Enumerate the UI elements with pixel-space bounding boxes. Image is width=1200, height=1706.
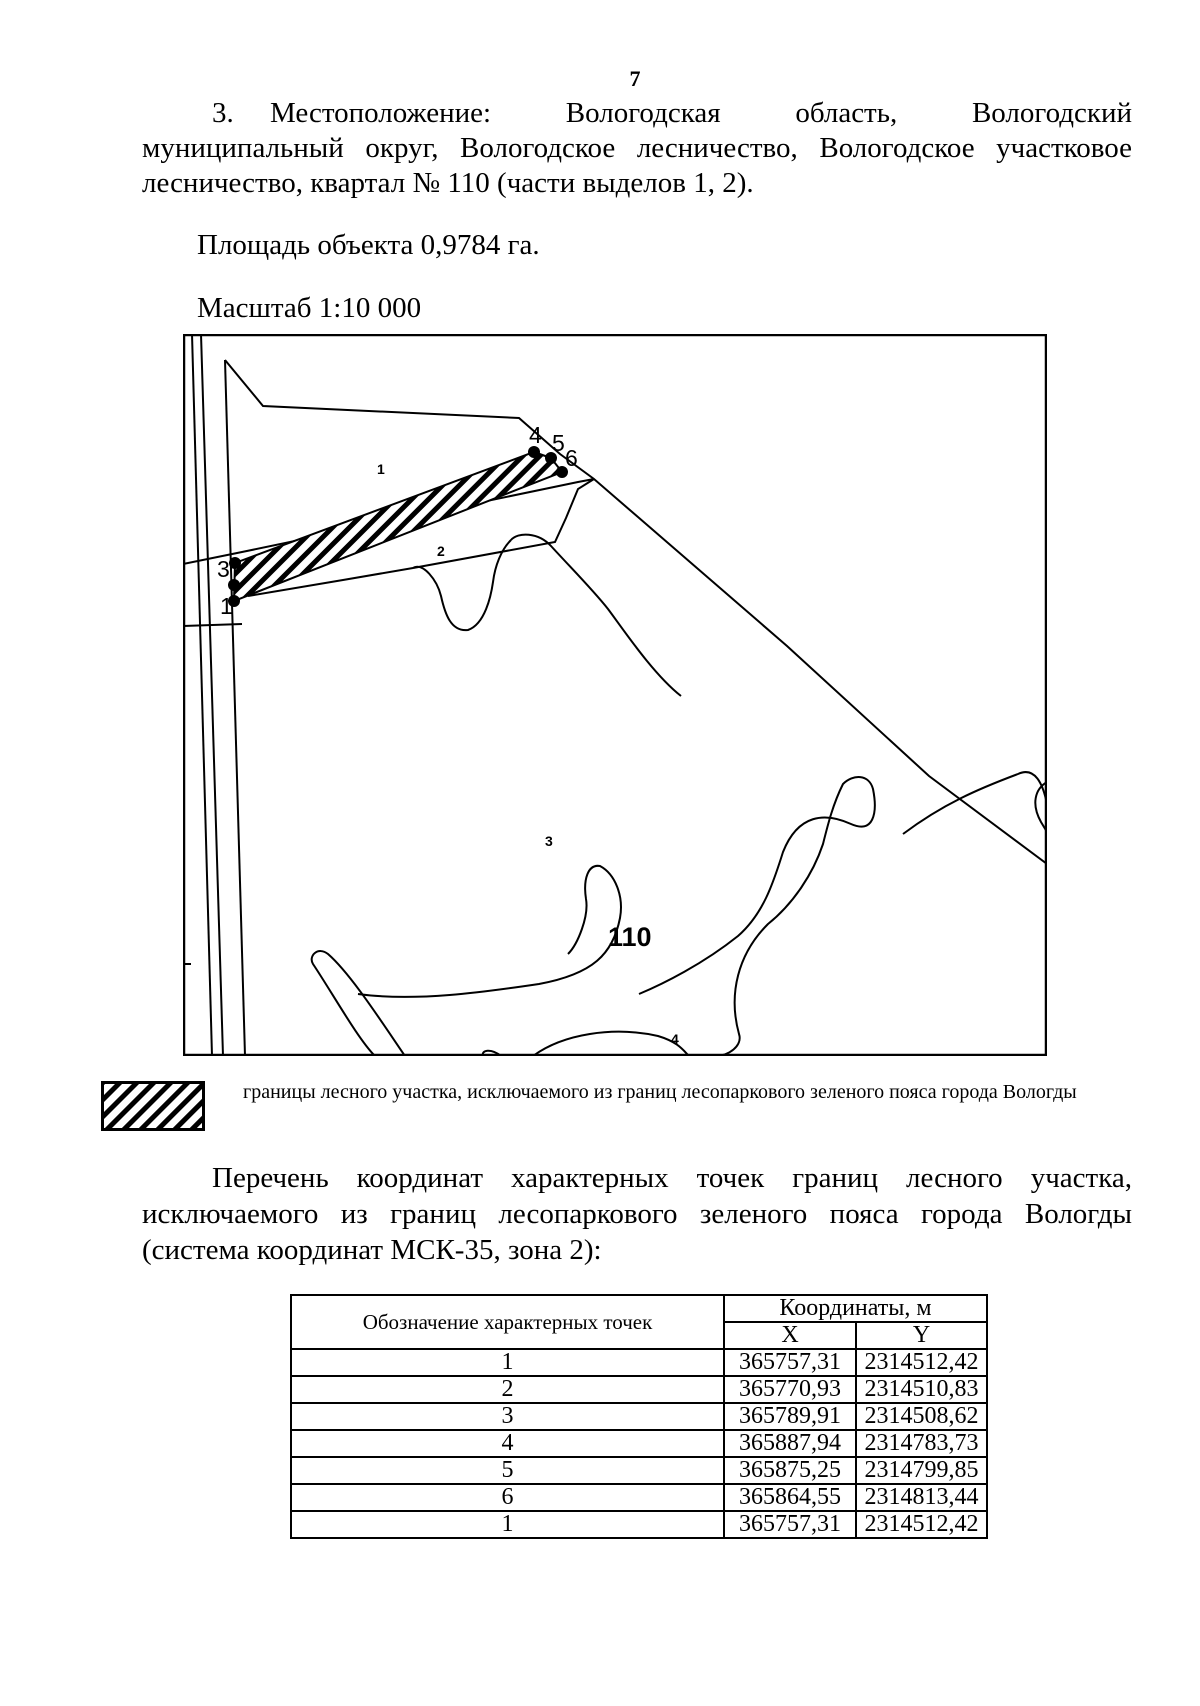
heading-word-1: Перечень	[212, 1162, 329, 1194]
heading-word-4: точек	[696, 1162, 765, 1194]
header-point-designation: Обозначение характерных точек	[291, 1295, 724, 1349]
legend-swatch	[101, 1081, 205, 1131]
point-3	[229, 557, 241, 569]
cell-y: 2314813,44	[856, 1484, 987, 1511]
heading-text: исключаемого из границ лесопаркового зеленого пояса города Вологды (система координат МСК-35, зона 2):	[142, 1198, 1132, 1266]
forest-map	[183, 334, 1047, 1056]
point-label-3: 3	[217, 556, 230, 582]
cell-point: 4	[291, 1430, 724, 1457]
allotment-label-2: 2	[437, 543, 445, 559]
cell-x: 365875,25	[724, 1457, 856, 1484]
coordinates-table	[290, 1294, 988, 1539]
heading-word-6: лесного	[906, 1162, 1003, 1194]
cell-point: 5	[291, 1457, 724, 1484]
cell-point: 3	[291, 1403, 724, 1430]
table-row	[291, 1511, 987, 1538]
location-word-1: Вологодская	[565, 97, 721, 129]
heading-word-3: характерных	[511, 1162, 669, 1194]
location-label: Местоположение:	[270, 97, 492, 129]
heading-word-5: границ	[792, 1162, 879, 1194]
point-label-5: 5	[552, 430, 565, 456]
cell-point: 2	[291, 1376, 724, 1403]
table-row	[291, 1457, 987, 1484]
location-paragraph	[142, 96, 1132, 201]
point-label-6: 6	[565, 445, 578, 471]
heading-word-7: участка,	[1030, 1162, 1132, 1194]
page-number: 7	[629, 66, 641, 91]
table-header-row	[291, 1295, 987, 1322]
header-x: X	[724, 1322, 856, 1349]
cell-x: 365757,31	[724, 1349, 856, 1376]
table-row	[291, 1484, 987, 1511]
cell-x: 365887,94	[724, 1430, 856, 1457]
map-scale: Масштаб 1:10 000	[197, 292, 422, 324]
cell-point: 6	[291, 1484, 724, 1511]
cell-y: 2314512,42	[856, 1349, 987, 1376]
point-label-1: 1	[220, 593, 233, 619]
cell-x: 365757,31	[724, 1511, 856, 1538]
cell-x: 365770,93	[724, 1376, 856, 1403]
legend-text: границы лесного участка, исключаемого из границ лесопаркового зеленого пояса города Вологды	[243, 1081, 1077, 1103]
quarter-label: 110	[608, 922, 652, 952]
cell-point: 1	[291, 1349, 724, 1376]
heading-word-2: координат	[356, 1162, 483, 1194]
table-row	[291, 1349, 987, 1376]
allotment-label-1: 1	[377, 461, 385, 477]
object-area: Площадь объекта 0,9784 га.	[197, 229, 540, 261]
location-text: муниципальный округ, Вологодское лесничество, Вологодское участковое лесничество, квартал № 110 (части выделов 1, 2).	[142, 132, 1132, 199]
point-label-4: 4	[529, 422, 542, 448]
point-2	[228, 579, 240, 591]
header-coordinates: Координаты, м	[724, 1295, 987, 1322]
allotment-label-3: 3	[545, 833, 553, 849]
cell-y: 2314512,42	[856, 1511, 987, 1538]
location-number: 3.	[212, 97, 234, 129]
cell-y: 2314783,73	[856, 1430, 987, 1457]
cell-point: 1	[291, 1511, 724, 1538]
header-y: Y	[856, 1322, 987, 1349]
cell-x: 365789,91	[724, 1403, 856, 1430]
cell-y: 2314510,83	[856, 1376, 987, 1403]
table-row	[291, 1376, 987, 1403]
coordinates-heading	[142, 1160, 1132, 1268]
location-word-3: Вологодский	[971, 97, 1132, 129]
cell-y: 2314508,62	[856, 1403, 987, 1430]
table-row	[291, 1430, 987, 1457]
cell-y: 2314799,85	[856, 1457, 987, 1484]
table-row	[291, 1403, 987, 1430]
location-word-2: область,	[795, 97, 898, 129]
allotment-label-4: 4	[671, 1031, 679, 1047]
cell-x: 365864,55	[724, 1484, 856, 1511]
